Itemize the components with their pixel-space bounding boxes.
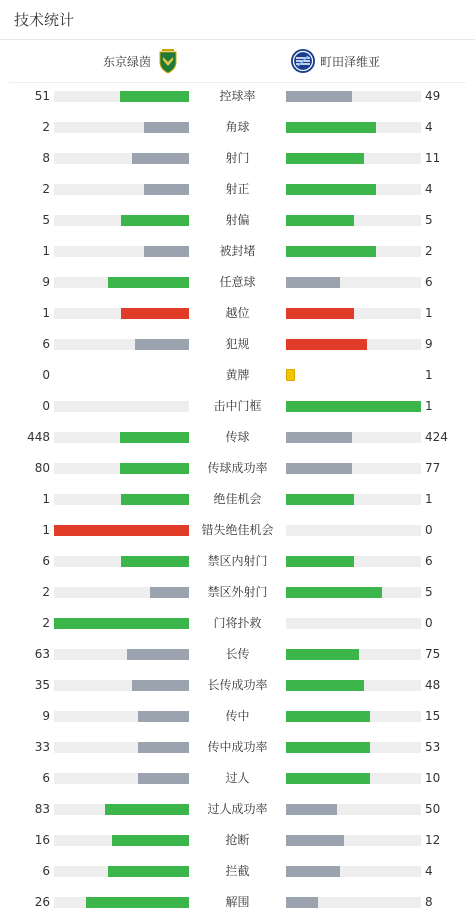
home-value: 9 [42,709,50,723]
away-bar-track [286,587,421,598]
home-bar-fill [138,773,189,784]
stat-label: 犯规 [225,337,250,351]
away-value: 5 [425,213,433,227]
away-value: 48 [425,678,441,692]
away-bar-track [286,897,421,908]
away-value: 4 [425,864,433,878]
stat-row [0,794,475,825]
home-value: 0 [42,368,50,382]
stat-label: 击中门框 [213,399,262,413]
away-value: 0 [425,523,433,537]
stat-label: 绝佳机会 [213,492,262,506]
away-bar-track [286,742,421,753]
stat-row [0,453,475,484]
stat-label: 传球 [225,430,250,444]
stat-row [0,856,475,887]
away-value: 9 [425,337,433,351]
page-title: 技术统计 [14,11,75,29]
home-bar-track [54,401,189,412]
away-bar-fill [286,649,359,660]
away-bar-track [286,401,421,412]
home-bar-track [54,277,189,288]
home-value: 63 [34,647,50,661]
machida-zelvia-crest-icon [290,48,316,74]
home-bar-fill [144,184,189,195]
stat-row [0,887,475,918]
away-bar-track [286,215,421,226]
away-bar-track [286,525,421,536]
home-bar-track [54,122,189,133]
away-bar-track [286,494,421,505]
stat-row [0,236,475,267]
home-value: 6 [42,337,50,351]
home-bar-track [54,556,189,567]
home-bar-track [54,587,189,598]
away-bar-track [286,277,421,288]
home-bar-track [54,618,189,629]
away-bar-track [286,339,421,350]
home-bar-fill [105,804,189,815]
away-bar-track [286,91,421,102]
home-value: 9 [42,275,50,289]
stat-label: 传中 [225,709,250,723]
home-bar-track [54,91,189,102]
away-bar-fill [286,773,370,784]
stat-row [0,546,475,577]
away-value: 4 [425,182,433,196]
home-bar-track [54,339,189,350]
home-value: 83 [34,802,50,816]
away-bar-track [286,308,421,319]
home-bar-track [54,711,189,722]
stat-label: 禁区内射门 [207,554,268,568]
home-value: 2 [42,585,50,599]
away-bar-track [286,804,421,815]
away-bar-fill [286,866,340,877]
away-bar-fill [286,246,376,257]
home-bar-fill [108,277,189,288]
home-value: 2 [42,182,50,196]
away-bar-fill [286,91,352,102]
home-bar-track [54,463,189,474]
home-bar-fill [121,494,189,505]
stat-row [0,422,475,453]
stat-label: 控球率 [219,89,256,103]
home-bar-fill [108,866,189,877]
home-bar-fill [138,742,189,753]
away-bar-track [286,153,421,164]
away-bar-track [286,122,421,133]
stat-label: 射偏 [225,213,250,227]
home-team-name: 东京绿茵 [102,54,151,69]
away-bar-track [286,866,421,877]
away-value: 1 [425,399,433,413]
home-value: 6 [42,771,50,785]
stat-label: 传中成功率 [207,740,268,754]
away-value: 1 [425,306,433,320]
away-value: 5 [425,585,433,599]
away-bar-track [286,711,421,722]
stat-row [0,515,475,546]
home-bar-fill [127,649,189,660]
home-value: 80 [34,461,50,475]
away-value: 10 [425,771,441,785]
away-bar-track [286,463,421,474]
stat-label: 黄牌 [225,368,250,382]
away-bar-fill [286,184,376,195]
stat-label: 错失绝佳机会 [201,523,274,537]
away-bar-track [286,835,421,846]
away-value: 77 [425,461,441,475]
away-value: 0 [425,616,433,630]
home-bar-track [54,773,189,784]
away-bar-fill [286,556,354,567]
away-bar-track [286,184,421,195]
away-value: 1 [425,492,433,506]
home-bar-fill [144,122,189,133]
stat-row [0,329,475,360]
home-value: 1 [42,492,50,506]
away-value: 15 [425,709,441,723]
stat-label: 抢断 [225,833,250,847]
home-bar-fill [132,680,189,691]
home-bar-fill [54,525,189,536]
stat-row [0,639,475,670]
home-bar-track [54,432,189,443]
away-bar-fill [286,804,337,815]
stat-label: 过人 [225,771,250,785]
home-bar-fill [112,835,189,846]
stat-row [0,825,475,856]
away-value: 6 [425,554,433,568]
home-bar-fill [54,618,189,629]
away-bar-fill [286,432,352,443]
stats-list [0,81,475,918]
home-value: 51 [34,89,50,103]
away-bar-fill [286,897,318,908]
away-value: 8 [425,895,433,909]
home-bar-fill [135,339,189,350]
away-value: 424 [425,430,448,444]
home-bar-fill [121,215,189,226]
stat-label: 传球成功率 [207,461,268,475]
away-value: 50 [425,802,441,816]
teams-bar [9,40,466,83]
away-value: 53 [425,740,441,754]
stat-label: 过人成功率 [207,802,268,816]
home-bar-fill [120,432,189,443]
home-value: 8 [42,151,50,165]
home-value: 448 [27,430,50,444]
home-value: 5 [42,213,50,227]
home-value: 16 [34,833,50,847]
home-bar-fill [121,308,189,319]
home-value: 35 [34,678,50,692]
stat-row [0,391,475,422]
away-bar-fill [286,308,354,319]
away-bar-fill [286,680,364,691]
home-bar-fill [144,246,189,257]
stat-label: 射正 [225,182,250,196]
away-bar-track [286,649,421,660]
stat-row [0,670,475,701]
home-bar-track [54,742,189,753]
home-value: 2 [42,120,50,134]
home-bar-fill [120,91,189,102]
stat-row [0,732,475,763]
home-value: 0 [42,399,50,413]
away-value: 12 [425,833,441,847]
away-value: 1 [425,368,433,382]
home-bar-fill [121,556,189,567]
away-bar-fill [286,587,382,598]
home-bar-fill [86,897,189,908]
home-value: 33 [34,740,50,754]
away-bar-track [286,618,421,629]
stat-label: 被封堵 [219,244,256,258]
stat-label: 解围 [225,895,250,909]
stat-row [0,174,475,205]
away-value: 6 [425,275,433,289]
stat-label: 越位 [225,306,250,320]
stat-row [0,608,475,639]
home-bar-track [54,835,189,846]
away-team[interactable] [290,47,380,75]
stat-label: 长传 [225,647,250,661]
home-value: 6 [42,554,50,568]
stat-row [0,484,475,515]
home-bar-fill [138,711,189,722]
home-value: 2 [42,616,50,630]
stat-label: 角球 [225,120,250,134]
home-bar-track [54,184,189,195]
stat-row [0,701,475,732]
away-bar-track [286,556,421,567]
stats-header [0,0,475,40]
away-bar-fill [286,153,364,164]
home-value: 1 [42,306,50,320]
away-bar-fill [286,711,370,722]
stat-label: 拦截 [225,864,250,878]
away-value: 2 [425,244,433,258]
yellow-card-icon [286,369,295,381]
home-bar-fill [120,463,189,474]
away-bar-fill [286,339,367,350]
home-bar-track [54,153,189,164]
stat-label: 门将扑救 [213,616,262,630]
away-team-name: 町田泽维亚 [320,54,381,69]
home-bar-track [54,215,189,226]
home-bar-track [54,680,189,691]
away-bar-track [286,432,421,443]
home-bar-fill [150,587,189,598]
home-value: 26 [34,895,50,909]
away-bar-fill [286,122,376,133]
away-value: 49 [425,89,441,103]
stat-row [0,143,475,174]
home-bar-track [54,525,189,536]
home-value: 6 [42,864,50,878]
away-value: 11 [425,151,441,165]
stat-label: 任意球 [219,275,256,289]
away-bar-fill [286,277,340,288]
stat-label: 射门 [225,151,250,165]
away-bar-track [286,680,421,691]
home-bar-track [54,897,189,908]
away-value: 4 [425,120,433,134]
away-bar-track [286,246,421,257]
stat-row [0,267,475,298]
home-bar-track [54,649,189,660]
stat-row [0,298,475,329]
stat-label: 长传成功率 [207,678,268,692]
home-value: 1 [42,523,50,537]
home-bar-track [54,866,189,877]
away-bar-fill [286,835,344,846]
stat-row [0,205,475,236]
away-bar-fill [286,494,354,505]
away-value: 75 [425,647,441,661]
home-bar-track [54,804,189,815]
home-bar-track [54,246,189,257]
stat-row [0,112,475,143]
away-bar-fill [286,215,354,226]
stat-row [0,763,475,794]
stat-row [0,81,475,112]
away-bar-fill [286,401,421,412]
home-team[interactable] [103,47,181,75]
away-bar-fill [286,742,370,753]
home-bar-track [54,308,189,319]
home-bar-fill [132,153,189,164]
home-value: 1 [42,244,50,258]
stat-row [0,577,475,608]
home-bar-track [54,494,189,505]
away-bar-track [286,773,421,784]
stat-row [0,360,475,391]
away-bar-fill [286,463,352,474]
tokyo-verdy-crest-icon [155,48,181,74]
stat-label: 禁区外射门 [207,585,268,599]
